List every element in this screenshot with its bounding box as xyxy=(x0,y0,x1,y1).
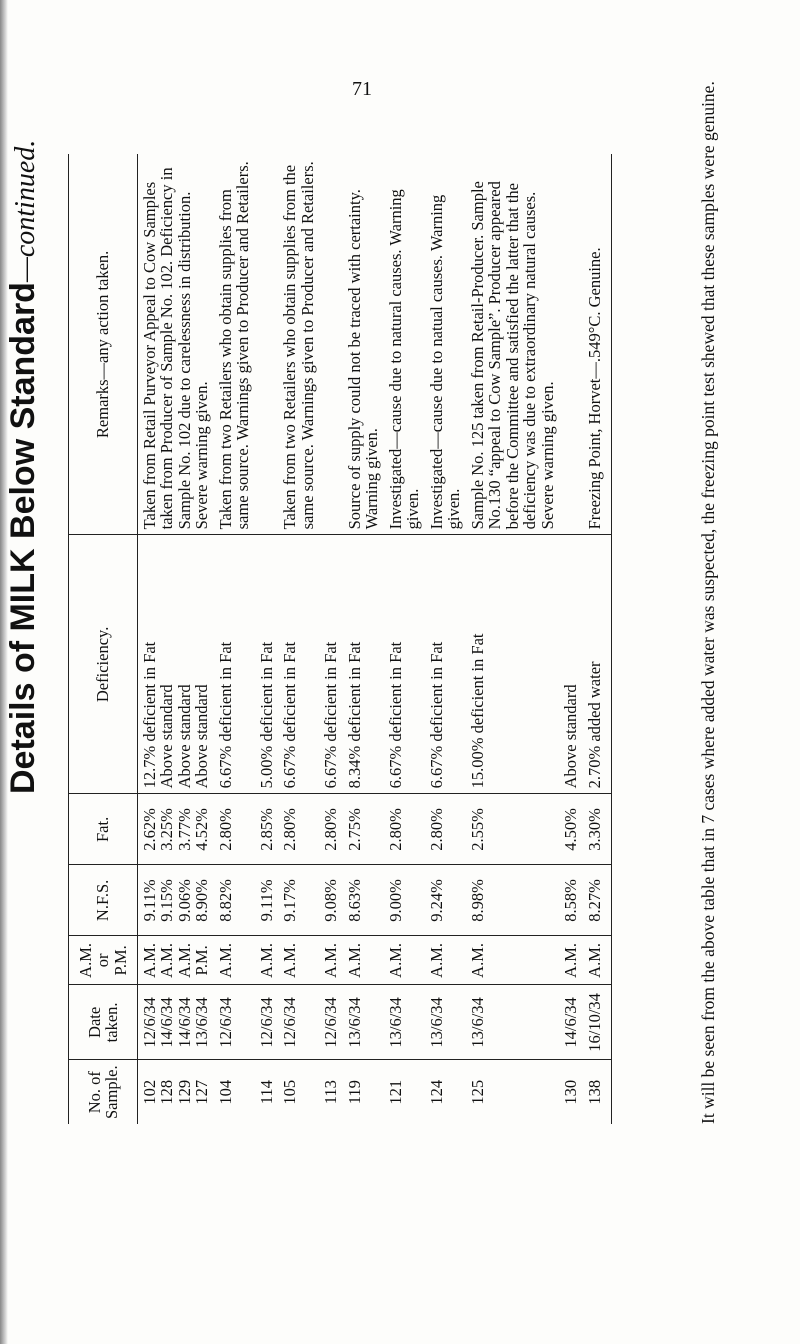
cell-date xyxy=(214,985,255,1060)
cell-deficiency xyxy=(559,535,582,794)
date-value: 13/6/34 xyxy=(467,997,487,1048)
cell-nfs xyxy=(278,865,319,936)
fat-value: 2.80% xyxy=(385,808,405,851)
cell-date xyxy=(278,985,319,1060)
fat-value: 2.75% xyxy=(344,808,364,851)
cell-nfs xyxy=(343,865,384,936)
nfs-value: 9.08% xyxy=(321,879,341,922)
ampm-value: A.M. xyxy=(215,942,235,978)
fat-value: 3.77% xyxy=(174,808,194,851)
cell-sample-no xyxy=(319,1060,342,1124)
cell-ampm xyxy=(466,936,559,985)
table-row xyxy=(559,154,582,1124)
cell-remarks: Sample No. 125 taken from Retail-Producer. Sample No.130 “appeal to Cow Sample”. Producer appeared before the Committee and satisfied the latter that the deficiency was due to extraordinary natural causes. Severe warning given. xyxy=(467,181,557,530)
nfs-value: 9.17% xyxy=(280,879,300,922)
sample-no-value: 124 xyxy=(426,1079,446,1105)
cell-ampm xyxy=(319,936,342,985)
cell-deficiency xyxy=(319,535,342,794)
nfs-value: 8.27% xyxy=(584,879,604,922)
date-value: 12/6/34 xyxy=(321,997,341,1048)
col-date: Date taken. xyxy=(69,985,138,1060)
cell-sample-no xyxy=(343,1060,384,1124)
nfs-value: 9.24% xyxy=(426,879,446,922)
table-row xyxy=(425,154,466,1124)
nfs-value: 8.58% xyxy=(561,879,581,922)
milk-details-table xyxy=(68,154,612,1124)
col-deficiency: Deficiency. xyxy=(69,535,138,794)
cell-date xyxy=(583,985,612,1060)
cell-fat xyxy=(278,794,319,865)
date-value: 12/6/34 xyxy=(215,997,235,1048)
fat-value: 2.80% xyxy=(280,808,300,851)
ampm-value: A.M. xyxy=(584,942,604,978)
cell-remarks: Investigated—cause due to natual causes. Warning given. xyxy=(426,194,464,530)
cell-date xyxy=(319,985,342,1060)
sample-no-value: 130 xyxy=(561,1079,581,1105)
date-value: 14/6/34 xyxy=(157,997,177,1048)
col-nfs: N.F.S. xyxy=(69,865,138,936)
cell-nfs xyxy=(255,865,278,936)
deficiency-value: Above standard xyxy=(174,684,194,789)
cell-ampm xyxy=(425,936,466,985)
deficiency-value: Above standard xyxy=(157,684,177,789)
cell-remarks: Taken from two Retailers who obtain supplies from same source. Warnings given to Producer and Retailers. xyxy=(215,161,253,530)
sample-no-value: 102 xyxy=(140,1079,159,1105)
date-value: 13/6/34 xyxy=(192,997,212,1048)
cell-deficiency xyxy=(343,535,384,794)
deficiency-value: 2.70% added water xyxy=(584,661,604,789)
ampm-value: A.M. xyxy=(140,942,159,978)
nfs-value: 8.82% xyxy=(215,879,235,922)
cell-fat xyxy=(214,794,255,865)
deficiency-value: 5.00% deficient in Fat xyxy=(256,641,276,789)
date-value: 12/6/34 xyxy=(280,997,300,1048)
sample-no-value: 119 xyxy=(344,1080,364,1105)
deficiency-value: 6.67% deficient in Fat xyxy=(280,641,300,789)
sample-no-value: 128 xyxy=(157,1079,177,1105)
cell-sample-no xyxy=(255,1060,278,1124)
fat-value: 4.52% xyxy=(192,808,212,851)
fat-value: 2.80% xyxy=(321,808,341,851)
cell-deficiency xyxy=(384,535,425,794)
nfs-value: 9.11% xyxy=(256,879,276,922)
deficiency-value: 6.67% deficient in Fat xyxy=(215,641,235,789)
ampm-value: A.M. xyxy=(426,942,446,978)
cell-sample-no xyxy=(466,1060,559,1124)
table-header xyxy=(69,154,138,1124)
cell-fat xyxy=(583,794,612,865)
deficiency-value: 12.7% deficient in Fat xyxy=(140,641,159,789)
ampm-value: A.M. xyxy=(561,942,581,978)
table-row xyxy=(319,154,342,1124)
nfs-value: 8.90% xyxy=(192,879,212,922)
cell-deficiency xyxy=(583,535,612,794)
cell-remarks: Freezing Point, Horvet—.549°C. Genuine. xyxy=(583,154,612,535)
deficiency-value: 6.67% deficient in Fat xyxy=(426,641,446,789)
nfs-value: 9.15% xyxy=(157,879,177,922)
ampm-value: A.M. xyxy=(344,942,364,978)
cell-remarks xyxy=(319,154,342,535)
cell-nfs xyxy=(425,865,466,936)
cell-ampm xyxy=(559,936,582,985)
date-value: 16/10/34 xyxy=(584,993,604,1052)
ampm-value: A.M. xyxy=(467,942,487,978)
cell-date xyxy=(384,985,425,1060)
cell-deficiency xyxy=(255,535,278,794)
cell-date xyxy=(255,985,278,1060)
cell-ampm xyxy=(214,936,255,985)
fat-value: 2.80% xyxy=(426,808,446,851)
table-row xyxy=(138,154,214,1124)
date-value: 12/6/34 xyxy=(256,997,276,1048)
sample-no-value: 114 xyxy=(256,1080,276,1105)
sample-no-value: 138 xyxy=(584,1079,604,1105)
table-row xyxy=(278,154,319,1124)
date-value: 13/6/34 xyxy=(385,997,405,1048)
sample-no-value: 105 xyxy=(280,1079,300,1105)
cell-deficiency xyxy=(466,535,559,794)
date-value: 12/6/34 xyxy=(140,997,159,1048)
cell-ampm xyxy=(384,936,425,985)
cell-deficiency xyxy=(278,535,319,794)
deficiency-value: Above standard xyxy=(192,684,212,789)
title-continued: —continued. xyxy=(10,139,41,283)
cell-fat xyxy=(319,794,342,865)
table-body xyxy=(138,154,612,1124)
cell-sample-no xyxy=(384,1060,425,1124)
cell-date xyxy=(138,985,214,1060)
cell-sample-no xyxy=(583,1060,612,1124)
cell-fat xyxy=(559,794,582,865)
fat-value: 2.80% xyxy=(215,808,235,851)
cell-ampm xyxy=(343,936,384,985)
ampm-value: P.M. xyxy=(192,945,212,976)
table-row xyxy=(466,154,559,1124)
deficiency-value: 6.67% deficient in Fat xyxy=(321,641,341,789)
cell-sample-no xyxy=(278,1060,319,1124)
deficiency-value: Above standard xyxy=(561,684,581,789)
nfs-value: 8.63% xyxy=(344,879,364,922)
ampm-value: A.M. xyxy=(321,942,341,978)
cell-remarks xyxy=(559,154,582,535)
sample-no-value: 127 xyxy=(192,1079,212,1105)
cell-sample-no xyxy=(214,1060,255,1124)
cell-fat xyxy=(255,794,278,865)
col-remarks: Remarks—any action taken. xyxy=(69,154,138,535)
nfs-value: 9.11% xyxy=(140,879,159,922)
deficiency-value: 15.00% deficient in Fat xyxy=(467,633,487,789)
col-sample-no: No. of Sample. xyxy=(69,1060,138,1124)
cell-deficiency xyxy=(425,535,466,794)
cell-nfs xyxy=(214,865,255,936)
date-value: 14/6/34 xyxy=(561,997,581,1048)
nfs-value: 9.06% xyxy=(174,879,194,922)
cell-date xyxy=(425,985,466,1060)
fat-value: 3.25% xyxy=(157,808,177,851)
cell-sample-no xyxy=(425,1060,466,1124)
col-ampm: A.M. or P.M. xyxy=(69,936,138,985)
cell-remarks: Taken from two Retailers who obtain supplies from the same source. Warnings given to Producer and Retailers. xyxy=(280,161,317,530)
table-row xyxy=(343,154,384,1124)
cell-date xyxy=(559,985,582,1060)
sample-no-value: 121 xyxy=(385,1079,405,1105)
fat-value: 4.50% xyxy=(561,808,581,851)
cell-nfs xyxy=(319,865,342,936)
date-value: 13/6/34 xyxy=(426,997,446,1048)
cell-nfs xyxy=(466,865,559,936)
sample-no-value: 104 xyxy=(215,1079,235,1105)
cell-ampm xyxy=(278,936,319,985)
cell-remarks: Taken from Retail Purveyor Appeal to Cow Samples taken from Producer of Sample No. 102. Deficiency in Sample No. 102 due to carelessness in distribution. Severe warning given. xyxy=(140,167,212,530)
cell-date xyxy=(466,985,559,1060)
nfs-value: 8.98% xyxy=(467,879,487,922)
cell-nfs xyxy=(138,865,214,936)
cell-fat xyxy=(466,794,559,865)
cell-deficiency xyxy=(138,535,214,794)
ampm-value: A.M. xyxy=(280,942,300,978)
cell-sample-no xyxy=(559,1060,582,1124)
date-value: 14/6/34 xyxy=(174,997,194,1048)
nfs-value: 9.00% xyxy=(385,879,405,922)
table-row xyxy=(214,154,255,1124)
cell-fat xyxy=(384,794,425,865)
cell-remarks: Investigated—cause due to natural causes. Warning given. xyxy=(385,189,423,530)
cell-deficiency xyxy=(214,535,255,794)
table-row xyxy=(255,154,278,1124)
cell-ampm xyxy=(255,936,278,985)
deficiency-value: 6.67% deficient in Fat xyxy=(385,641,405,789)
page-title xyxy=(4,94,43,794)
cell-fat xyxy=(138,794,214,865)
table-row xyxy=(583,154,612,1124)
header-row xyxy=(69,154,138,1124)
cell-sample-no xyxy=(138,1060,214,1124)
cell-date xyxy=(343,985,384,1060)
fat-value: 2.62% xyxy=(140,808,159,851)
cell-nfs xyxy=(384,865,425,936)
fat-value: 3.30% xyxy=(584,808,604,851)
ampm-value: A.M. xyxy=(385,942,405,978)
cell-nfs xyxy=(583,865,612,936)
cell-remarks: Source of supply could not be traced with certainty. Warning given. xyxy=(344,189,382,530)
deficiency-value: 8.34% deficient in Fat xyxy=(344,641,364,789)
cell-fat xyxy=(425,794,466,865)
col-fat: Fat. xyxy=(69,794,138,865)
title-main: Details of MILK Below Standard xyxy=(4,282,42,794)
ampm-value: A.M. xyxy=(174,942,194,978)
footnote: It will be seen from the above table that in 7 cases where added water was suspected, the freezing point test shewed that these samples were genuine. xyxy=(698,81,718,1124)
sample-no-value: 129 xyxy=(174,1079,194,1105)
date-value: 13/6/34 xyxy=(344,997,364,1048)
cell-remarks xyxy=(255,154,278,535)
cell-fat xyxy=(343,794,384,865)
table-row xyxy=(384,154,425,1124)
fat-value: 2.85% xyxy=(256,808,276,851)
page-number: 71 xyxy=(352,78,372,100)
cell-ampm xyxy=(138,936,214,985)
ampm-value: A.M. xyxy=(256,942,276,978)
sample-no-value: 125 xyxy=(467,1079,487,1105)
sample-no-value: 113 xyxy=(321,1080,341,1105)
fat-value: 2.55% xyxy=(467,808,487,851)
cell-nfs xyxy=(559,865,582,936)
ampm-value: A.M. xyxy=(157,942,177,978)
cell-ampm xyxy=(583,936,612,985)
